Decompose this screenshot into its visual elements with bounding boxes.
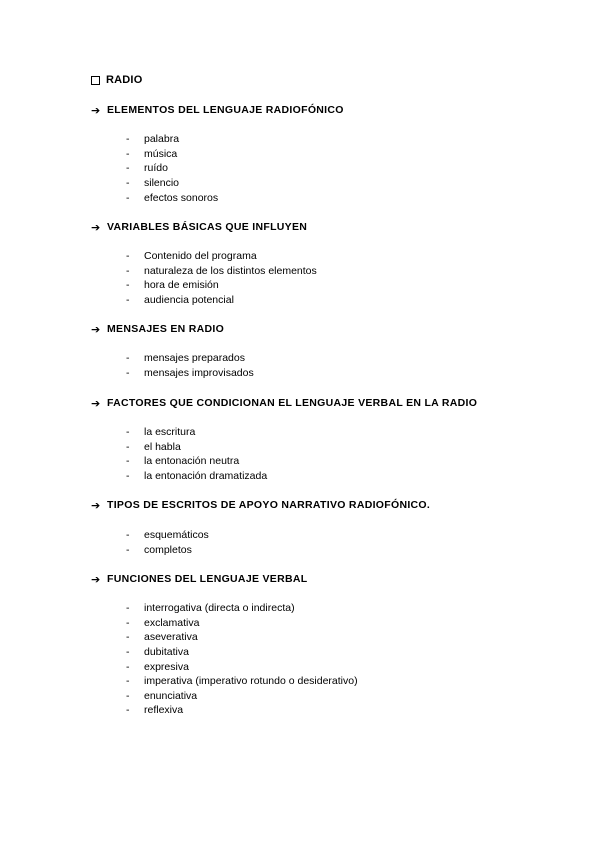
list-item-text: interrogativa (directa o indirecta) xyxy=(144,602,295,615)
dash-icon: - xyxy=(126,294,130,307)
list-item xyxy=(126,425,267,440)
section-list-factores xyxy=(126,425,267,483)
section-heading-text: FUNCIONES DEL LENGUAJE VERBAL xyxy=(107,573,308,585)
list-item-text: imperativa (imperativo rotundo o desiderativo) xyxy=(144,675,358,688)
section-heading-tipos xyxy=(91,498,430,512)
arrow-icon: ➔ xyxy=(91,323,101,336)
section-heading-text: ELEMENTOS DEL LENGUAJE RADIOFÓNICO xyxy=(107,104,344,116)
list-item-text: hora de emisión xyxy=(144,279,219,292)
arrow-icon: ➔ xyxy=(91,499,101,512)
arrow-icon: ➔ xyxy=(91,221,101,234)
list-item-text: completos xyxy=(144,543,192,556)
dash-icon: - xyxy=(126,177,130,190)
dash-icon: - xyxy=(126,660,130,673)
list-item-text: silencio xyxy=(144,177,180,190)
dash-icon: - xyxy=(126,162,130,175)
dash-icon: - xyxy=(126,470,130,483)
list-item xyxy=(126,147,218,162)
document-title: RADIO xyxy=(106,74,143,86)
dash-icon: - xyxy=(126,279,130,292)
list-item xyxy=(126,176,218,191)
section-list-mensajes xyxy=(126,351,254,380)
list-item-text: expresiva xyxy=(144,660,189,673)
section-heading-elementos xyxy=(91,103,344,117)
list-item xyxy=(126,645,358,660)
list-item-text: dubitativa xyxy=(144,646,189,659)
list-item xyxy=(126,543,209,558)
list-item xyxy=(126,264,317,279)
section-heading-text: FACTORES QUE CONDICIONAN EL LENGUAJE VERBAL EN LA RADIO xyxy=(107,397,478,409)
document-title-row xyxy=(91,73,142,87)
dash-icon: - xyxy=(126,689,130,702)
section-list-elementos xyxy=(126,132,218,205)
list-item xyxy=(126,630,358,645)
arrow-icon: ➔ xyxy=(91,104,101,117)
list-item xyxy=(126,278,317,293)
dash-icon: - xyxy=(126,426,130,439)
section-heading-text: VARIABLES BÁSICAS QUE INFLUYEN xyxy=(107,221,308,233)
dash-icon: - xyxy=(126,352,130,365)
list-item-text: audiencia potencial xyxy=(144,294,234,307)
list-item xyxy=(126,454,267,469)
list-item xyxy=(126,659,358,674)
list-item-text: palabra xyxy=(144,133,180,146)
list-item xyxy=(126,351,254,366)
dash-icon: - xyxy=(126,675,130,688)
dash-icon: - xyxy=(126,704,130,717)
dash-icon: - xyxy=(126,264,130,277)
list-item xyxy=(126,703,358,718)
list-item-text: mensajes improvisados xyxy=(144,366,254,379)
section-heading-text: TIPOS DE ESCRITOS DE APOYO NARRATIVO RADIOFÓNICO. xyxy=(107,499,431,511)
section-heading-text: MENSAJES EN RADIO xyxy=(107,323,225,335)
list-item-text: esquemáticos xyxy=(144,529,209,542)
section-heading-mensajes xyxy=(91,322,224,336)
section-heading-funciones xyxy=(91,572,307,586)
dash-icon: - xyxy=(126,646,130,659)
section-list-tipos xyxy=(126,528,209,557)
dash-icon: - xyxy=(126,543,130,556)
list-item-text: la entonación dramatizada xyxy=(144,470,268,483)
list-item-text: enunciativa xyxy=(144,689,198,702)
list-item-text: naturaleza de los distintos elementos xyxy=(144,264,317,277)
list-item-text: ruído xyxy=(144,162,168,175)
dash-icon: - xyxy=(126,440,130,453)
list-item-text: la escritura xyxy=(144,426,196,439)
dash-icon: - xyxy=(126,602,130,615)
list-item-text: la entonación neutra xyxy=(144,455,240,468)
dash-icon: - xyxy=(126,133,130,146)
dash-icon: - xyxy=(126,455,130,468)
list-item-text: música xyxy=(144,147,178,160)
list-item-text: aseverativa xyxy=(144,631,198,644)
dash-icon: - xyxy=(126,616,130,629)
section-heading-variables xyxy=(91,220,307,234)
dash-icon: - xyxy=(126,191,130,204)
list-item xyxy=(126,161,218,176)
list-item xyxy=(126,469,267,484)
list-item xyxy=(126,132,218,147)
list-item xyxy=(126,674,358,689)
section-list-variables xyxy=(126,249,317,307)
list-item-text: mensajes preparados xyxy=(144,352,245,365)
list-item xyxy=(126,689,358,704)
dash-icon: - xyxy=(126,529,130,542)
list-item xyxy=(126,190,218,205)
list-item xyxy=(126,616,358,631)
arrow-icon: ➔ xyxy=(91,397,101,410)
dash-icon: - xyxy=(126,631,130,644)
list-item xyxy=(126,366,254,381)
arrow-icon: ➔ xyxy=(91,573,101,586)
list-item-text: exclamativa xyxy=(144,616,200,629)
list-item xyxy=(126,249,317,264)
section-list-funciones xyxy=(126,601,358,718)
list-item-text: reflexiva xyxy=(144,704,184,717)
list-item-text: el habla xyxy=(144,440,181,453)
list-item xyxy=(126,601,358,616)
checkbox-icon xyxy=(91,76,100,85)
list-item-text: Contenido del programa xyxy=(144,250,257,263)
dash-icon: - xyxy=(126,250,130,263)
dash-icon: - xyxy=(126,366,130,379)
section-heading-factores xyxy=(91,396,477,410)
list-item xyxy=(126,293,317,308)
list-item xyxy=(126,528,209,543)
list-item-text: efectos sonoros xyxy=(144,191,219,204)
list-item xyxy=(126,440,267,455)
dash-icon: - xyxy=(126,147,130,160)
